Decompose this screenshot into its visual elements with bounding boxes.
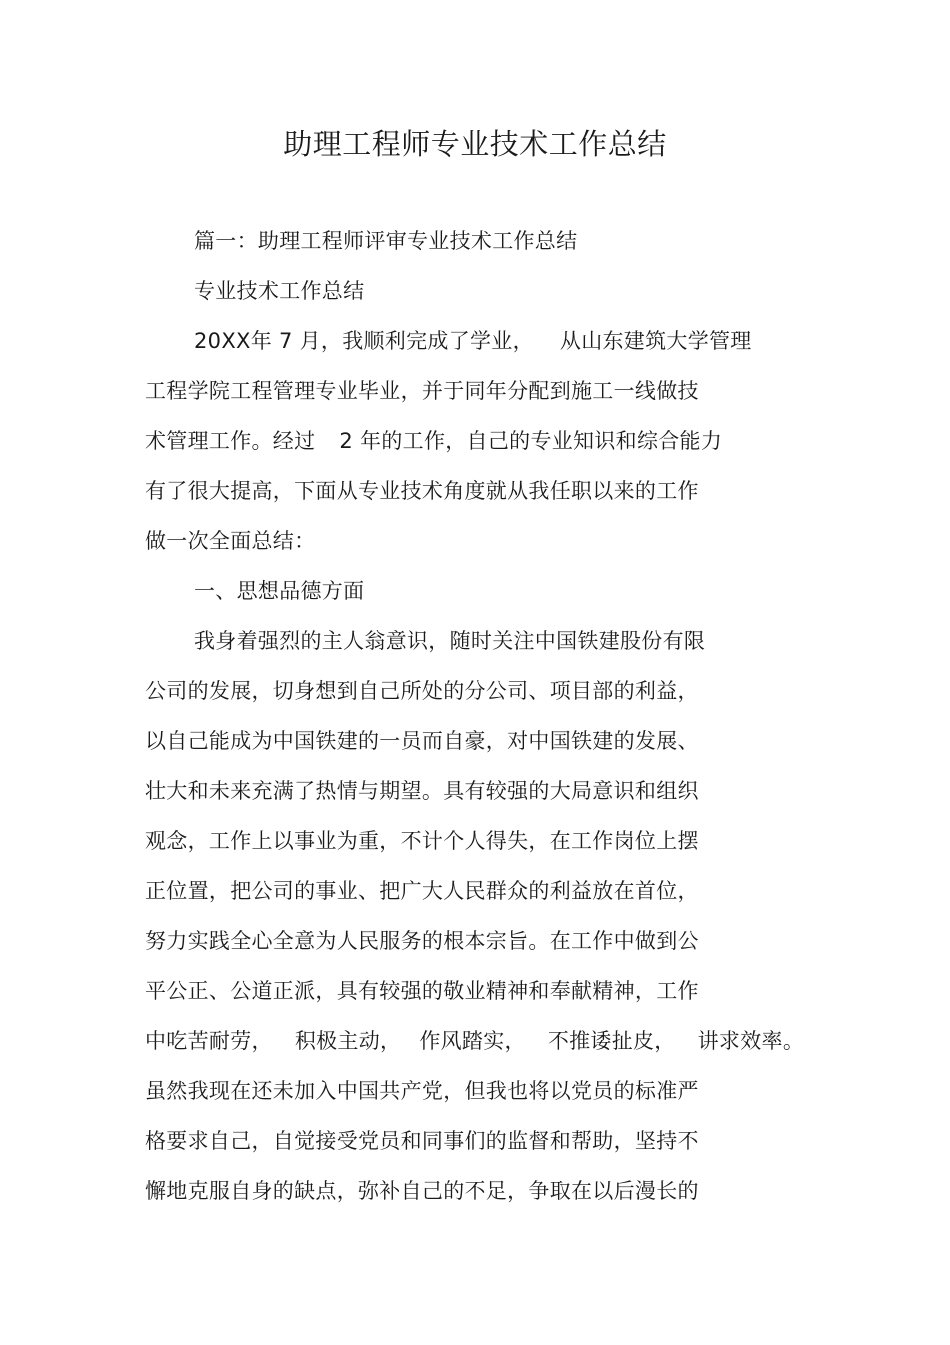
text-run: 作风踏实，	[419, 1029, 526, 1053]
paragraph-line: 有了很大提高，下面从专业技术角度就从我任职以来的工作	[145, 479, 699, 503]
paragraph-line: 公司的发展，切身想到自己所处的分公司、项目部的利益，	[145, 679, 699, 703]
paragraph-line: 工程学院工程管理专业毕业，并于同年分配到施工一线做技	[145, 379, 699, 403]
text-run: 中吃苦耐劳，	[145, 1029, 273, 1053]
paragraph-line: 懈地克服自身的缺点，弥补自己的不足，争取在以后漫长的	[145, 1179, 699, 1203]
paragraph-line: 努力实践全心全意为人民服务的根本宗旨。在工作中做到公	[145, 929, 699, 953]
paragraph-line	[145, 1026, 804, 1056]
section-heading: 篇一：助理工程师评审专业技术工作总结	[194, 229, 578, 253]
paragraph-line: 我身着强烈的主人翁意识，随时关注中国铁建股份有限	[194, 629, 706, 653]
paragraph-line: 观念，工作上以事业为重，不计个人得失，在工作岗位上摆	[145, 829, 699, 853]
text-run: 20XX年 7 月，我顺利完成了学业，	[194, 329, 534, 353]
paragraph-line	[145, 426, 722, 456]
paragraph-line: 壮大和未来充满了热情与期望。具有较强的大局意识和组织	[145, 779, 699, 803]
paragraph-line: 以自己能成为中国铁建的一员而自豪，对中国铁建的发展、	[145, 729, 699, 753]
section-heading: 一、思想品德方面	[194, 579, 365, 603]
text-run: 讲求效率。	[697, 1029, 805, 1053]
text-run: 术管理工作。经过	[145, 429, 316, 453]
text-run: 2 年的工作，自己的专业知识和综合能力	[339, 429, 723, 453]
paragraph-line	[194, 326, 752, 356]
subheading: 专业技术工作总结	[194, 279, 365, 303]
paragraph-line: 做一次全面总结：	[145, 529, 316, 553]
paragraph-line: 平公正、公道正派，具有较强的敬业精神和奉献精神，工作	[145, 979, 699, 1003]
paragraph-line: 格要求自己，自觉接受党员和同事们的监督和帮助，坚持不	[145, 1129, 699, 1153]
text-run: 积极主动，	[294, 1029, 402, 1053]
text-run: 从山东建筑大学管理	[559, 329, 752, 353]
paragraph-line: 虽然我现在还未加入中国共产党，但我也将以党员的标准严	[145, 1079, 699, 1103]
document-title: 助理工程师专业技术工作总结	[283, 127, 667, 161]
text-run: 不推诿扯皮，	[547, 1029, 676, 1053]
paragraph-line: 正位置，把公司的事业、把广大人民群众的利益放在首位，	[145, 879, 699, 903]
